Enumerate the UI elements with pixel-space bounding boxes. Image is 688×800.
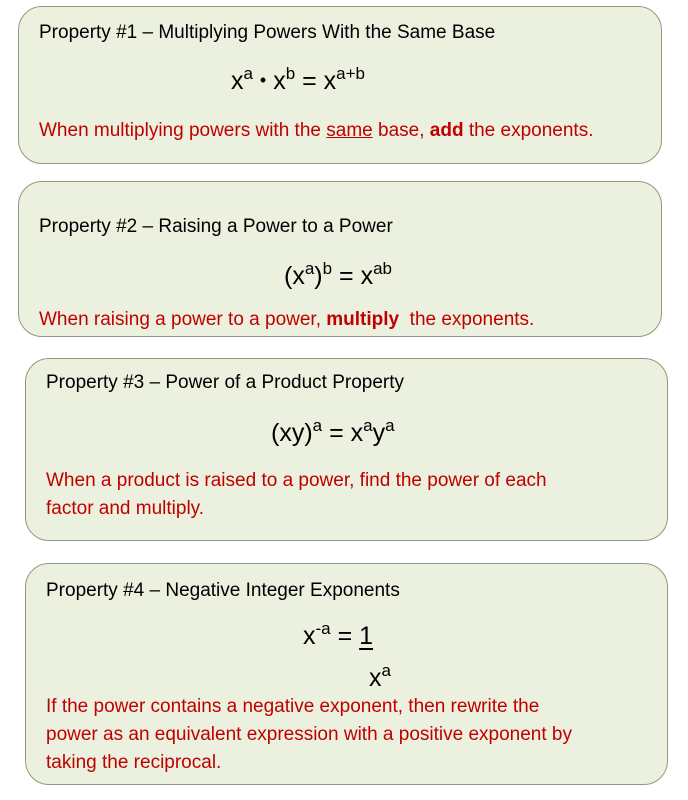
property-4-title: Property #4 – Negative Integer Exponents — [46, 580, 400, 601]
property-1-title: Property #1 – Multiplying Powers With the Same Base — [39, 22, 496, 43]
property-2-description: When raising a power to a power, multiply the exponents. — [39, 309, 535, 330]
property-card-3 — [25, 358, 668, 541]
property-4-description: If the power contains a negative exponent, then rewrite the power as an equivalent expression with a positive exponent by taking the reciprocal. — [46, 696, 572, 773]
property-card-1 — [18, 6, 662, 164]
property-3-title: Property #3 – Power of a Product Property — [46, 372, 405, 393]
property-3-formula: $(xy)^a = x^ay^a$ — [271, 416, 395, 447]
property-2-formula: $(x^a)^b = x^{ab}$ — [284, 259, 393, 290]
property-2-title: Property #2 – Raising a Power to a Power — [39, 216, 393, 237]
property-4-denominator: $x^a$ — [369, 661, 391, 692]
property-3-description: When a product is raised to a power, find the power of each factor and multiply. — [46, 470, 547, 519]
property-card-4 — [25, 563, 668, 785]
property-card-2 — [18, 181, 662, 337]
property-1-formula: $x^a$ • $x^b = x^{a+b}$ — [231, 64, 366, 95]
property-4-formula: $x^{-a} = 1$ — [303, 619, 374, 650]
property-1-description: When multiplying powers with the same base, add the exponents. — [39, 120, 594, 141]
